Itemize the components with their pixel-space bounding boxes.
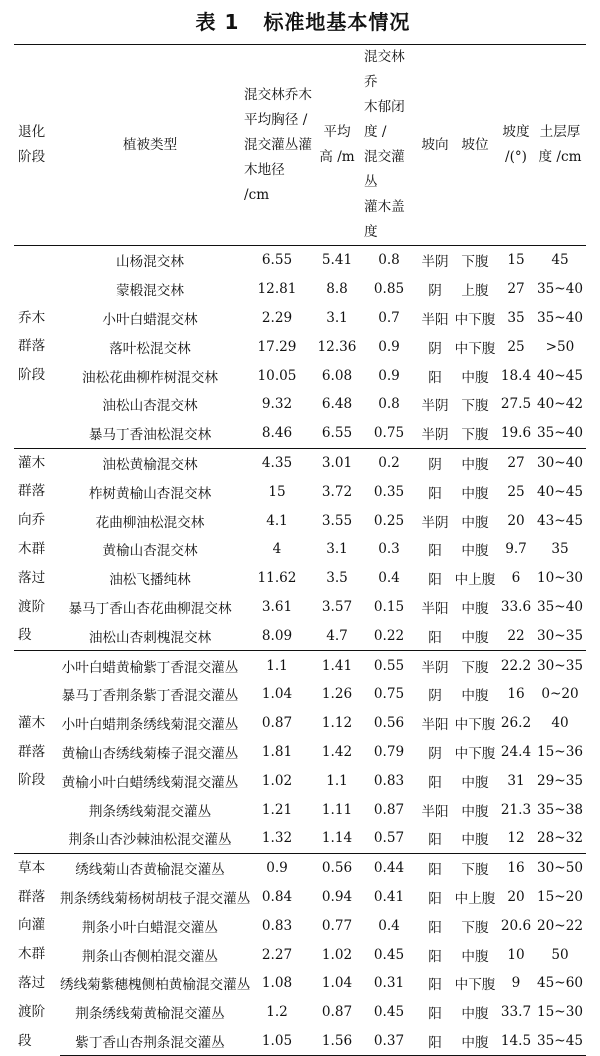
table-row xyxy=(14,535,586,564)
table-row xyxy=(14,940,586,969)
position-cell: 中腹 xyxy=(461,774,489,791)
position-cell: 中腹 xyxy=(461,1006,489,1023)
canopy-cell: 0.7 xyxy=(378,309,400,326)
table-row xyxy=(14,883,586,912)
aspect-cell: 半阴 xyxy=(421,254,449,271)
aspect-cell: 半阴 xyxy=(418,651,452,680)
canopy-cell: 0.37 xyxy=(360,1027,418,1056)
stage-label-line: 木群 xyxy=(18,946,46,963)
dbh-cell: 15 xyxy=(268,483,286,500)
veg-type-cell: 黄榆山杏绣线菊榛子混交灌丛 xyxy=(61,745,239,762)
dbh-cell: 12.81 xyxy=(257,281,297,298)
stage-label-line: 灌木 xyxy=(18,454,46,471)
dbh-cell: 0.83 xyxy=(261,917,293,934)
position-cell: 中腹 xyxy=(461,600,489,617)
veg-type-cell: 小叶白蜡荆条绣线菊混交灌丛 xyxy=(61,717,239,734)
slope-cell: 10 xyxy=(507,946,525,963)
canopy-cell: 0.15 xyxy=(373,598,405,615)
canopy-cell: 0.57 xyxy=(373,830,405,847)
dbh-cell: 8.09 xyxy=(261,627,293,644)
height-cell: 3.1 xyxy=(326,309,348,326)
height-cell: 3.72 xyxy=(321,483,353,500)
stage-cell xyxy=(14,853,60,1056)
soil-cell: >50 xyxy=(545,338,575,355)
canopy-cell: 0.85 xyxy=(373,281,405,298)
aspect-cell: 阳 xyxy=(418,1027,452,1056)
height-cell: 0.77 xyxy=(321,917,353,934)
height-cell: 0.87 xyxy=(321,1004,353,1021)
position-cell: 中上腹 xyxy=(454,890,496,907)
veg-type-cell: 荆条山杏沙棘油松混交灌丛 xyxy=(68,832,232,849)
soil-cell: 40 xyxy=(551,715,569,732)
aspect-cell: 半阳 xyxy=(421,600,449,617)
soil-cell: 30~35 xyxy=(537,627,583,644)
slope-cell: 35 xyxy=(507,309,525,326)
stage-group xyxy=(14,651,586,854)
aspect-cell: 半阴 xyxy=(421,427,449,444)
soil-cell: 0~20 xyxy=(541,686,579,703)
table-row xyxy=(14,911,586,940)
table-row xyxy=(14,246,586,275)
slope-cell: 12 xyxy=(507,830,525,847)
aspect-cell: 阴 xyxy=(428,283,442,300)
header-dbh: 混交林乔木 平均胸径 / 混交灌丛灌 木地径 /cm xyxy=(244,86,312,203)
slope-cell: 27.5 xyxy=(500,396,532,413)
slope-cell: 20.6 xyxy=(500,917,532,934)
veg-type-cell: 油松飞播纯林 xyxy=(109,572,191,589)
slope-cell: 14.5 xyxy=(498,1027,534,1056)
table-row xyxy=(14,332,586,361)
veg-type-cell: 绣线菊紫穗槐侧柏黄榆混交灌丛 xyxy=(60,977,251,994)
aspect-cell: 阳 xyxy=(428,369,442,386)
aspect-cell: 半阳 xyxy=(421,717,449,734)
table-row xyxy=(14,564,586,593)
height-cell: 6.48 xyxy=(321,396,353,413)
veg-type-cell: 柞树黄榆山杏混交林 xyxy=(88,485,212,502)
header-slope: 坡度 /(°) xyxy=(502,124,530,165)
aspect-cell: 半阳 xyxy=(421,803,449,820)
soil-cell: 20~22 xyxy=(537,917,583,934)
position-cell: 中腹 xyxy=(461,832,489,849)
aspect-cell: 阳 xyxy=(428,832,442,849)
stage-cell xyxy=(14,651,60,854)
soil-cell: 35~40 xyxy=(537,309,583,326)
canopy-cell: 0.83 xyxy=(373,772,405,789)
veg-type-cell: 小叶白蜡混交林 xyxy=(102,311,198,328)
aspect-cell: 半阴 xyxy=(421,398,449,415)
veg-type-cell: 紫丁香山杏荆条混交灌丛 xyxy=(60,1027,240,1056)
soil-cell: 45~60 xyxy=(537,975,583,992)
dbh-cell: 4 xyxy=(272,541,282,558)
position-cell: 下腹 xyxy=(452,853,498,882)
dbh-cell: 6.55 xyxy=(261,252,293,269)
height-cell: 3.01 xyxy=(314,448,360,477)
position-cell: 中下腹 xyxy=(454,977,496,994)
slope-cell: 16 xyxy=(507,686,525,703)
aspect-cell: 阴 xyxy=(428,688,442,705)
height-cell: 3.57 xyxy=(321,598,353,615)
aspect-cell: 阴 xyxy=(428,340,442,357)
position-cell: 中腹 xyxy=(461,803,489,820)
veg-type-cell: 荆条绣线菊杨树胡枝子混交灌丛 xyxy=(60,890,251,907)
position-cell: 下腹 xyxy=(461,398,489,415)
slope-cell: 25 xyxy=(507,483,525,500)
veg-type-cell: 油松黄榆混交林 xyxy=(60,448,240,477)
canopy-cell: 0.87 xyxy=(373,801,405,818)
slope-cell: 26.2 xyxy=(500,715,532,732)
table-row xyxy=(14,795,586,824)
canopy-cell: 0.56 xyxy=(373,715,405,732)
position-cell: 中腹 xyxy=(461,514,489,531)
veg-type-cell: 暴马丁香山杏花曲柳混交林 xyxy=(68,600,232,617)
slope-cell: 22 xyxy=(507,627,525,644)
veg-type-cell: 荆条小叶白蜡混交灌丛 xyxy=(82,919,218,936)
soil-cell: 15~20 xyxy=(537,888,583,905)
veg-type-cell: 黄榆小叶白蜡绣线菊混交灌丛 xyxy=(61,774,239,791)
aspect-cell: 阳 xyxy=(428,890,442,907)
soil-cell: 35~40 xyxy=(537,425,583,442)
header-aspect: 坡向 xyxy=(421,136,449,153)
dbh-cell: 0.87 xyxy=(261,715,293,732)
stage-label-line: 阶段 xyxy=(18,772,46,789)
height-cell: 4.7 xyxy=(326,627,348,644)
dbh-cell: 3.61 xyxy=(261,598,293,615)
height-cell: 5.41 xyxy=(321,252,353,269)
veg-type-cell: 油松花曲柳柞树混交林 xyxy=(82,369,218,386)
table-header xyxy=(14,45,586,246)
slope-cell: 15 xyxy=(507,252,525,269)
dbh-cell: 1.05 xyxy=(240,1027,314,1056)
table-row xyxy=(14,651,586,680)
stage-label-line: 群落 xyxy=(18,338,46,355)
position-cell: 中腹 xyxy=(461,369,489,386)
soil-cell: 15~30 xyxy=(537,1004,583,1021)
veg-type-cell: 暴马丁香油松混交林 xyxy=(88,427,212,444)
canopy-cell: 0.31 xyxy=(373,975,405,992)
soil-cell: 30~50 xyxy=(534,853,586,882)
canopy-cell: 0.25 xyxy=(373,512,405,529)
veg-type-cell: 荆条山杏侧柏混交灌丛 xyxy=(82,948,218,965)
dbh-cell: 10.05 xyxy=(257,367,297,384)
table-row xyxy=(14,738,586,767)
position-cell: 上腹 xyxy=(461,283,489,300)
dbh-cell: 1.02 xyxy=(261,772,293,789)
header-veg: 植被类型 xyxy=(122,136,178,153)
stage-group xyxy=(14,246,586,449)
canopy-cell: 0.35 xyxy=(373,483,405,500)
slope-cell: 9 xyxy=(511,975,521,992)
aspect-cell: 阳 xyxy=(428,919,442,936)
soil-cell: 35~45 xyxy=(534,1027,586,1056)
stage-label-line: 向乔 xyxy=(18,512,46,529)
table-row xyxy=(14,621,586,650)
aspect-cell: 阳 xyxy=(428,1006,442,1023)
slope-cell: 33.6 xyxy=(500,598,532,615)
soil-cell: 30~35 xyxy=(534,651,586,680)
slope-cell: 19.6 xyxy=(500,425,532,442)
dbh-cell: 4.1 xyxy=(266,512,288,529)
height-cell: 0.56 xyxy=(314,853,360,882)
veg-type-cell: 小叶白蜡黄榆紫丁香混交灌丛 xyxy=(60,651,240,680)
stage-label-line: 群落 xyxy=(18,483,46,500)
dbh-cell: 1.1 xyxy=(240,651,314,680)
position-cell: 中上腹 xyxy=(454,572,496,589)
slope-cell: 31 xyxy=(507,772,525,789)
table-number: 表 1 xyxy=(195,10,240,34)
position-cell: 中腹 xyxy=(461,948,489,965)
table-row xyxy=(14,506,586,535)
stage-label-line: 群落 xyxy=(18,888,46,905)
position-cell: 中下腹 xyxy=(454,311,496,328)
aspect-cell: 半阳 xyxy=(421,311,449,328)
table-row xyxy=(14,275,586,304)
slope-cell: 27 xyxy=(498,448,534,477)
slope-cell: 18.4 xyxy=(500,367,532,384)
table-row xyxy=(14,680,586,709)
slope-cell: 33.7 xyxy=(500,1004,532,1021)
stage-group xyxy=(14,448,586,651)
soil-cell: 30~40 xyxy=(534,448,586,477)
aspect-cell: 阴 xyxy=(418,448,452,477)
height-cell: 1.26 xyxy=(321,686,353,703)
slope-cell: 6 xyxy=(511,570,521,587)
table-row xyxy=(14,419,586,448)
canopy-cell: 0.2 xyxy=(360,448,418,477)
veg-type-cell: 绣线菊山杏黄榆混交灌丛 xyxy=(60,853,240,882)
height-cell: 1.56 xyxy=(314,1027,360,1056)
height-cell: 6.08 xyxy=(321,367,353,384)
table-row xyxy=(14,824,586,853)
soil-cell: 29~35 xyxy=(537,772,583,789)
veg-type-cell: 荆条绣线菊混交灌丛 xyxy=(88,803,212,820)
header-height: 平均 高 /m xyxy=(319,124,355,165)
height-cell: 3.55 xyxy=(321,512,353,529)
dbh-cell: 1.81 xyxy=(261,743,293,760)
stage-label-line: 段 xyxy=(18,627,32,644)
stage-label-line: 段 xyxy=(18,1032,32,1049)
veg-type-cell: 花曲柳油松混交林 xyxy=(95,514,205,531)
position-cell: 下腹 xyxy=(461,427,489,444)
position-cell: 中腹 xyxy=(452,1027,498,1056)
soil-cell: 10~30 xyxy=(537,570,583,587)
table-row xyxy=(14,593,586,622)
position-cell: 下腹 xyxy=(452,651,498,680)
canopy-cell: 0.9 xyxy=(378,338,400,355)
aspect-cell: 阴 xyxy=(428,745,442,762)
soil-cell: 45 xyxy=(551,252,569,269)
aspect-cell: 阳 xyxy=(418,853,452,882)
position-cell: 中下腹 xyxy=(454,717,496,734)
aspect-cell: 阳 xyxy=(428,629,442,646)
canopy-cell: 0.4 xyxy=(378,570,400,587)
header-canopy: 混交林乔 木郁闭度 / 混交灌丛 灌木盖度 xyxy=(364,49,405,240)
table-row xyxy=(14,709,586,738)
table-row xyxy=(14,390,586,419)
dbh-cell: 1.08 xyxy=(261,975,293,992)
veg-type-cell: 暴马丁香荆条紫丁香混交灌丛 xyxy=(61,688,239,705)
table-row xyxy=(14,448,586,477)
veg-type-cell: 油松山杏混交林 xyxy=(102,398,198,415)
soil-cell: 40~45 xyxy=(537,483,583,500)
position-cell: 中腹 xyxy=(452,448,498,477)
table-row xyxy=(14,477,586,506)
position-cell: 中下腹 xyxy=(454,340,496,357)
canopy-cell: 0.45 xyxy=(373,946,405,963)
slope-cell: 22.2 xyxy=(498,651,534,680)
canopy-cell: 0.41 xyxy=(373,888,405,905)
aspect-cell: 半阴 xyxy=(421,514,449,531)
soil-cell: 40~45 xyxy=(537,367,583,384)
position-cell: 中腹 xyxy=(461,629,489,646)
table-row xyxy=(14,853,586,882)
height-cell: 3.1 xyxy=(326,541,348,558)
table-row xyxy=(14,1027,586,1056)
dbh-cell: 0.9 xyxy=(240,853,314,882)
stage-label-line: 灌木 xyxy=(18,714,46,731)
soil-cell: 35~40 xyxy=(537,598,583,615)
dbh-cell: 9.32 xyxy=(261,396,293,413)
height-cell: 1.14 xyxy=(321,830,353,847)
slope-cell: 24.4 xyxy=(500,743,532,760)
soil-cell: 35~40 xyxy=(537,281,583,298)
height-cell: 1.41 xyxy=(314,651,360,680)
aspect-cell: 阳 xyxy=(428,774,442,791)
position-cell: 中腹 xyxy=(461,688,489,705)
table-caption: 标准地基本情况 xyxy=(263,10,411,34)
slope-cell: 25 xyxy=(507,338,525,355)
height-cell: 1.04 xyxy=(321,975,353,992)
canopy-cell: 0.79 xyxy=(373,743,405,760)
stage-label-line: 乔木 xyxy=(18,309,46,326)
veg-type-cell: 油松山杏刺槐混交林 xyxy=(88,629,212,646)
dbh-cell: 1.21 xyxy=(261,801,293,818)
veg-type-cell: 蒙椴混交林 xyxy=(116,283,184,300)
stage-group xyxy=(14,853,586,1056)
height-cell: 0.94 xyxy=(321,888,353,905)
veg-type-cell: 荆条绣线菊黄榆混交灌丛 xyxy=(75,1006,225,1023)
dbh-cell: 1.04 xyxy=(261,686,293,703)
dbh-cell: 1.32 xyxy=(261,830,293,847)
canopy-cell: 0.75 xyxy=(373,686,405,703)
canopy-cell: 0.45 xyxy=(373,1004,405,1021)
height-cell: 1.1 xyxy=(326,772,348,789)
soil-cell: 35~38 xyxy=(537,801,583,818)
stage-label-line: 群落 xyxy=(18,743,46,760)
aspect-cell: 阳 xyxy=(428,543,442,560)
stage-label-line: 渡阶 xyxy=(18,1003,46,1020)
stage-label-line: 木群 xyxy=(18,540,46,557)
aspect-cell: 阳 xyxy=(428,977,442,994)
height-cell: 1.42 xyxy=(321,743,353,760)
veg-type-cell: 山杨混交林 xyxy=(116,254,184,271)
soil-cell: 50 xyxy=(551,946,569,963)
soil-cell: 28~32 xyxy=(537,830,583,847)
veg-type-cell: 黄榆山杏混交林 xyxy=(102,543,198,560)
height-cell: 12.36 xyxy=(317,338,357,355)
canopy-cell: 0.8 xyxy=(378,396,400,413)
stage-label-line: 向灌 xyxy=(18,917,46,934)
aspect-cell: 阳 xyxy=(428,485,442,502)
slope-cell: 20 xyxy=(507,512,525,529)
slope-cell: 9.7 xyxy=(505,541,527,558)
slope-cell: 27 xyxy=(507,281,525,298)
slope-cell: 20 xyxy=(507,888,525,905)
height-cell: 6.55 xyxy=(321,425,353,442)
position-cell: 中下腹 xyxy=(454,745,496,762)
dbh-cell: 2.27 xyxy=(261,946,293,963)
slope-cell: 21.3 xyxy=(500,801,532,818)
header-position: 坡位 xyxy=(461,136,489,153)
soil-cell: 15~36 xyxy=(537,743,583,760)
stage-label-line: 阶段 xyxy=(18,367,46,384)
dbh-cell: 11.62 xyxy=(257,570,297,587)
dbh-cell: 17.29 xyxy=(257,338,297,355)
site-table xyxy=(14,44,586,1056)
table-row xyxy=(14,304,586,333)
table-row xyxy=(14,969,586,998)
height-cell: 8.8 xyxy=(326,281,348,298)
stage-label-line: 草本 xyxy=(18,859,46,876)
table-title xyxy=(0,6,600,35)
dbh-cell: 0.84 xyxy=(261,888,293,905)
dbh-cell: 2.29 xyxy=(261,309,293,326)
aspect-cell: 阳 xyxy=(428,948,442,965)
canopy-cell: 0.3 xyxy=(378,541,400,558)
dbh-cell: 1.2 xyxy=(266,1004,288,1021)
canopy-cell: 0.8 xyxy=(378,252,400,269)
canopy-cell: 0.9 xyxy=(378,367,400,384)
canopy-cell: 0.44 xyxy=(360,853,418,882)
position-cell: 下腹 xyxy=(461,254,489,271)
stage-cell xyxy=(14,246,60,449)
height-cell: 1.02 xyxy=(321,946,353,963)
dbh-cell: 8.46 xyxy=(261,425,293,442)
canopy-cell: 0.22 xyxy=(373,627,405,644)
position-cell: 下腹 xyxy=(461,919,489,936)
table-row xyxy=(14,766,586,795)
canopy-cell: 0.75 xyxy=(373,425,405,442)
aspect-cell: 阳 xyxy=(428,572,442,589)
header-stage: 退化 阶段 xyxy=(18,124,46,165)
position-cell: 中腹 xyxy=(461,543,489,560)
stage-label-line: 落过 xyxy=(18,974,46,991)
veg-type-cell: 落叶松混交林 xyxy=(109,340,191,357)
table-row xyxy=(14,361,586,390)
slope-cell: 16 xyxy=(498,853,534,882)
position-cell: 中腹 xyxy=(461,485,489,502)
height-cell: 1.12 xyxy=(321,715,353,732)
soil-cell: 43~45 xyxy=(537,512,583,529)
table-row xyxy=(14,998,586,1027)
canopy-cell: 0.55 xyxy=(360,651,418,680)
soil-cell: 40~42 xyxy=(537,396,583,413)
stage-cell xyxy=(14,448,60,651)
stage-label-line: 渡阶 xyxy=(18,598,46,615)
soil-cell: 35 xyxy=(551,541,569,558)
height-cell: 1.11 xyxy=(321,801,353,818)
header-soil: 土层厚 度 /cm xyxy=(538,124,582,165)
dbh-cell: 4.35 xyxy=(240,448,314,477)
canopy-cell: 0.4 xyxy=(378,917,400,934)
height-cell: 3.5 xyxy=(326,570,348,587)
stage-label-line: 落过 xyxy=(18,569,46,586)
